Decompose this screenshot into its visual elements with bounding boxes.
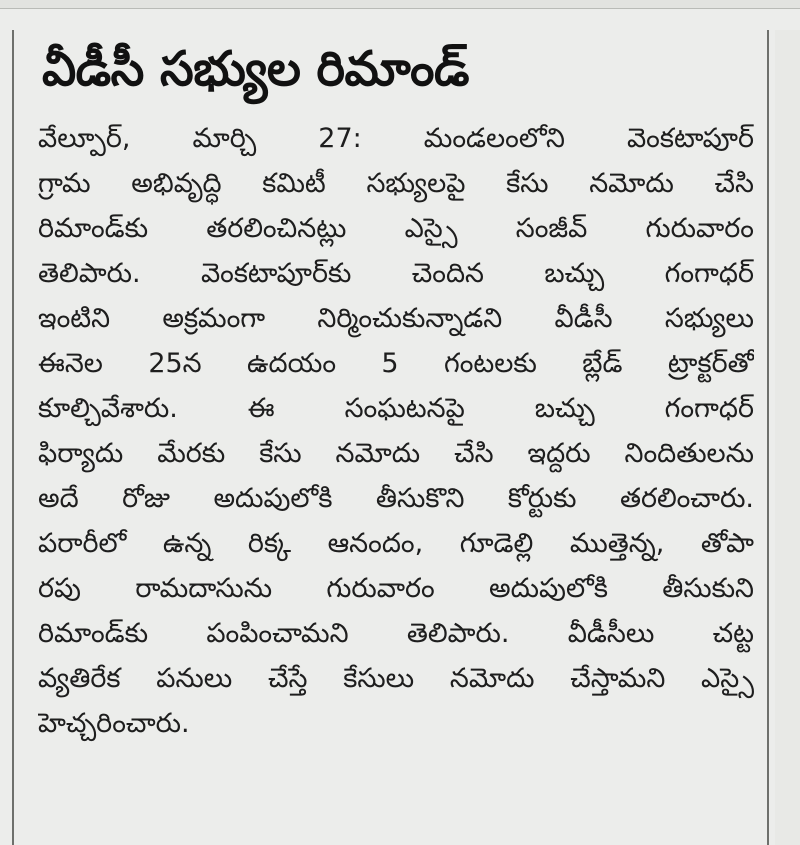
body-line: ఈనెల 25న ఉదయం 5 గంటలకు బ్లేడ్ ట్రాక్టర్‌తో (38, 348, 754, 379)
article-body (38, 116, 758, 746)
body-line: రిమాండ్‌కు తరలించినట్లు ఎస్సై సంజీవ్ గురువారం (38, 213, 754, 244)
column-rule-right (767, 30, 769, 845)
body-line: వేల్పూర్, మార్చి 27: మండలంలోని వెంకటాపూర్ (38, 123, 754, 154)
column-rule-left (12, 30, 14, 845)
article-headline: వీడీసీ సభ్యుల రిమాండ్ (42, 41, 470, 97)
adjacent-column-edge (775, 30, 800, 845)
body-line: ఇంటిని అక్రమంగా నిర్మించుకున్నాడని వీడీసీ సభ్యులు (38, 303, 754, 334)
body-line: రిమాండ్‌కు పంపించామని తెలిపారు. వీడీసీలు చట్ట (38, 618, 754, 649)
body-line: గ్రామ అభివృద్ధి కమిటీ సభ్యులపై కేసు నమోదు చేసి (38, 168, 754, 199)
top-border (0, 0, 800, 9)
body-line: రపు రామదాసును గురువారం అదుపులోకి తీసుకుని (38, 573, 754, 604)
body-line: అదే రోజు అదుపులోకి తీసుకొని కోర్టుకు తరలించారు. (38, 483, 754, 514)
body-line: కూల్చివేశారు. ఈ సంఘటనపై బచ్చు గంగాధర్ (38, 393, 754, 424)
news-article (38, 28, 758, 845)
body-line: హెచ్చరించారు. (38, 708, 190, 739)
body-line: ఫిర్యాదు మేరకు కేసు నమోదు చేసి ఇద్దరు నిందితులను (38, 438, 754, 469)
body-line: తెలిపారు. వెంకటాపూర్‌కు చెందిన బచ్చు గంగాధర్ (38, 258, 754, 289)
body-line: పరారీలో ఉన్న రిక్క ఆనందం, గూడెల్లి ముత్తెన్న, తోపా (38, 528, 754, 559)
body-line: వ్యతిరేక పనులు చేస్తే కేసులు నమోదు చేస్తామని ఎస్సై (38, 663, 754, 694)
